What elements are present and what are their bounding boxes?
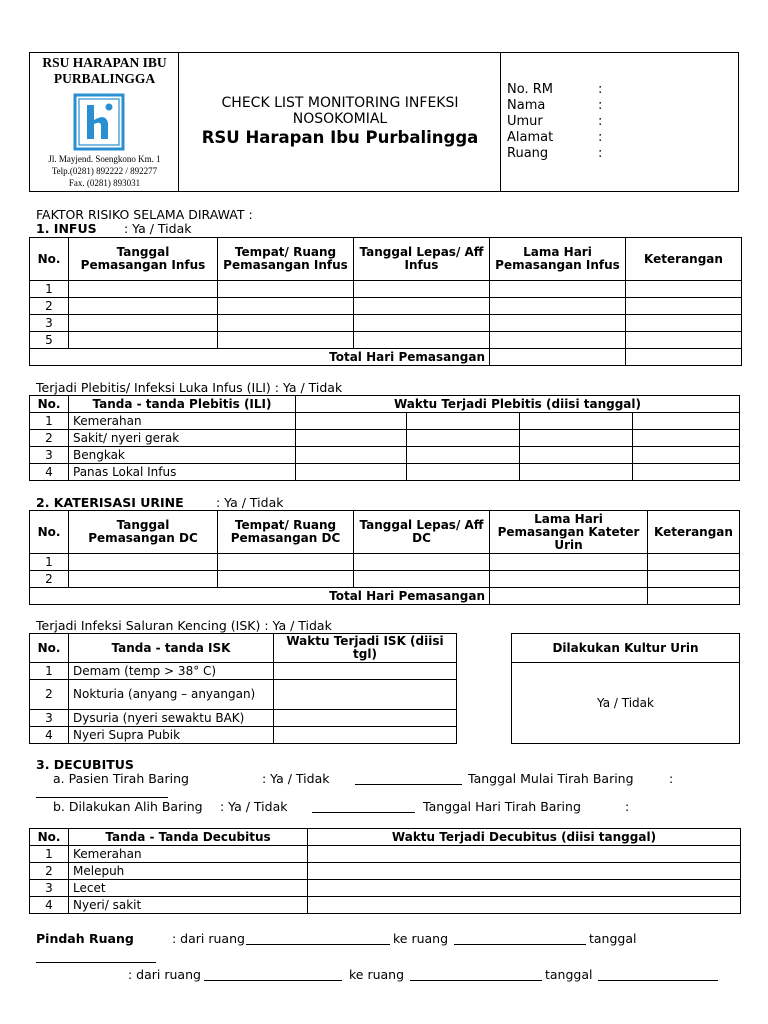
table-cell[interactable] [296, 430, 407, 447]
decubitus-a-blank[interactable] [355, 773, 462, 785]
ili-question[interactable]: Terjadi Plebitis/ Infeksi Luka Infus (ILI) : Ya / Tidak [36, 380, 343, 395]
table-row [30, 663, 457, 680]
row-number: 4 [30, 464, 69, 481]
table-cell[interactable] [274, 663, 457, 680]
table-cell[interactable] [308, 863, 741, 880]
field-colon: : [598, 98, 603, 113]
hospital-name [30, 55, 179, 87]
kateter-label: 2. KATERISASI URINE [36, 495, 184, 510]
hospital-name-line2: PURBALINGGA [53, 71, 156, 86]
table-cell[interactable] [490, 281, 626, 298]
sign-label: Bengkak [69, 447, 296, 464]
form-header [29, 52, 739, 192]
table-cell[interactable] [407, 447, 520, 464]
col-header: Tempat/ Ruang Pemasangan Infus [218, 238, 354, 281]
decubitus-b-date-label: Tanggal Hari Tirah Baring [423, 799, 581, 814]
table-cell[interactable] [354, 332, 490, 349]
pindah-date-blank-1[interactable] [36, 951, 156, 963]
patient-field-umur[interactable] [507, 114, 603, 129]
table-row [30, 880, 741, 897]
sign-label: Kemerahan [69, 846, 308, 863]
table-header-row [30, 511, 740, 554]
table-cell[interactable] [354, 571, 490, 588]
table-row [30, 710, 457, 727]
table-cell[interactable] [218, 571, 354, 588]
table-cell[interactable] [648, 588, 740, 605]
table-cell[interactable] [633, 464, 740, 481]
total-row [30, 588, 740, 605]
table-row [30, 298, 742, 315]
table-cell[interactable] [308, 880, 741, 897]
table-cell[interactable] [274, 710, 457, 727]
table-cell[interactable] [69, 298, 218, 315]
row-number: 1 [30, 554, 69, 571]
row-number: 2 [30, 680, 69, 710]
row-number: 2 [30, 298, 69, 315]
patient-field-ruang[interactable] [507, 146, 603, 161]
sign-label: Nyeri Supra Pubik [69, 727, 274, 744]
field-colon: : [598, 130, 603, 145]
table-cell[interactable] [218, 298, 354, 315]
table-header-row [30, 238, 742, 281]
pindah-to-blank-1[interactable] [454, 933, 586, 945]
table-cell[interactable] [490, 571, 648, 588]
table-row [30, 430, 740, 447]
row-number: 1 [30, 413, 69, 430]
table-cell[interactable] [354, 315, 490, 332]
col-header: Waktu Terjadi Plebitis (diisi tanggal) [296, 396, 740, 413]
form-title-line1: CHECK LIST MONITORING INFEKSI [221, 95, 459, 111]
pindah-to-1: ke ruang [393, 931, 449, 946]
table-cell[interactable] [520, 447, 633, 464]
table-cell[interactable] [490, 554, 648, 571]
table-row [30, 727, 457, 744]
total-label: Total Hari Pemasangan [30, 588, 490, 605]
hospital-logo-icon [73, 93, 125, 151]
total-label: Total Hari Pemasangan [30, 349, 490, 366]
infus-table [29, 237, 742, 366]
col-header: Tanggal Pemasangan Infus [69, 238, 218, 281]
col-header: Keterangan [648, 511, 740, 554]
row-number: 1 [30, 846, 69, 863]
hospital-fax: Fax. (0281) 893031 [68, 178, 141, 188]
sign-label: Lecet [69, 880, 308, 897]
table-cell[interactable] [490, 315, 626, 332]
table-cell[interactable] [274, 727, 457, 744]
table-cell[interactable] [308, 846, 741, 863]
field-colon: : [598, 82, 603, 97]
sign-label: Panas Lokal Infus [69, 464, 296, 481]
table-cell[interactable] [490, 332, 626, 349]
pindah-date-blank-2[interactable] [598, 969, 718, 981]
table-cell[interactable] [520, 464, 633, 481]
pindah-from-blank-2[interactable] [204, 969, 342, 981]
table-cell[interactable] [626, 349, 742, 366]
patient-field-nama[interactable] [507, 98, 603, 113]
table-header-row [30, 634, 457, 663]
row-number: 2 [30, 430, 69, 447]
kultur-choice[interactable]: Ya / Tidak [512, 663, 740, 744]
table-cell[interactable] [354, 281, 490, 298]
hospital-block [30, 53, 179, 191]
decubitus-b-choice[interactable]: : Ya / Tidak [220, 799, 288, 814]
field-label: Alamat [507, 130, 554, 145]
sign-label: Sakit/ nyeri gerak [69, 430, 296, 447]
row-number: 3 [30, 315, 69, 332]
table-cell[interactable] [274, 680, 457, 710]
table-row [30, 863, 741, 880]
decubitus-a-date-label: Tanggal Mulai Tirah Baring [468, 771, 634, 786]
table-cell[interactable] [296, 447, 407, 464]
table-row [30, 413, 740, 430]
isk-question[interactable]: Terjadi Infeksi Saluran Kencing (ISK) : Ya / Tidak [36, 618, 332, 633]
table-cell[interactable] [308, 897, 741, 914]
decubitus-a-date-blank[interactable] [36, 786, 168, 798]
kultur-urin-box [511, 633, 740, 744]
ili-table [29, 395, 740, 481]
row-number: 3 [30, 447, 69, 464]
total-cell[interactable] [490, 349, 626, 366]
table-cell[interactable] [69, 554, 218, 571]
sign-label: Demam (temp > 38° C) [69, 663, 274, 680]
row-number: 1 [30, 663, 69, 680]
col-header: Lama Hari Pemasangan Kateter Urin [490, 511, 648, 554]
table-cell[interactable] [626, 315, 742, 332]
table-cell[interactable] [626, 332, 742, 349]
table-cell[interactable] [296, 464, 407, 481]
infus-choice[interactable]: : Ya / Tidak [124, 221, 192, 236]
table-cell[interactable] [520, 430, 633, 447]
table-cell[interactable] [626, 281, 742, 298]
col-header: No. [30, 634, 69, 663]
col-header: No. [30, 829, 69, 846]
table-cell[interactable] [407, 464, 520, 481]
decubitus-line-b: b. Dilakukan Alih Baring [53, 799, 203, 814]
col-header: Waktu Terjadi Decubitus (diisi tanggal) [308, 829, 741, 846]
pindah-to-blank-2[interactable] [410, 969, 542, 981]
col-header: Keterangan [626, 238, 742, 281]
field-colon: : [598, 114, 603, 129]
kateter-choice[interactable]: : Ya / Tidak [216, 495, 284, 510]
table-cell[interactable] [69, 281, 218, 298]
isk-table [29, 633, 457, 744]
decubitus-label: 3. DECUBITUS [36, 757, 134, 772]
col-header: Tanggal Pemasangan DC [69, 511, 218, 554]
col-header: Tanggal Lepas/ Aff Infus [354, 238, 490, 281]
total-row [30, 349, 742, 366]
row-number: 2 [30, 863, 69, 880]
form-title-line2: NOSOKOMIAL [292, 111, 388, 127]
pindah-to-2: ke ruang [349, 967, 405, 982]
table-cell[interactable] [218, 554, 354, 571]
table-row [30, 897, 741, 914]
pindah-date-1: tanggal [589, 931, 637, 946]
table-cell[interactable] [520, 413, 633, 430]
row-number: 3 [30, 880, 69, 897]
table-row [30, 332, 742, 349]
table-cell[interactable] [218, 315, 354, 332]
decubitus-line-a: a. Pasien Tirah Baring [53, 771, 189, 786]
table-row [30, 447, 740, 464]
form-title [179, 95, 501, 127]
col-header: Waktu Terjadi ISK (diisi tgl) [274, 634, 457, 663]
table-cell[interactable] [633, 413, 740, 430]
table-row [30, 554, 740, 571]
table-cell[interactable] [354, 554, 490, 571]
form-title-hospital: RSU Harapan Ibu Purbalingga [201, 128, 479, 147]
table-cell[interactable] [69, 571, 218, 588]
col-header: Tempat/ Ruang Pemasangan DC [218, 511, 354, 554]
kultur-title: Dilakukan Kultur Urin [512, 634, 740, 663]
table-cell[interactable] [626, 298, 742, 315]
field-label: No. RM [507, 82, 553, 97]
table-header-row [30, 829, 741, 846]
row-number: 2 [30, 571, 69, 588]
total-cell[interactable] [490, 588, 648, 605]
col-header: Tanda - tanda ISK [69, 634, 274, 663]
sign-label: Nyeri/ sakit [69, 897, 308, 914]
table-row [30, 281, 742, 298]
kateter-table [29, 510, 740, 605]
patient-field-alamat[interactable] [507, 130, 603, 145]
field-colon: : [598, 146, 603, 161]
table-row [30, 680, 457, 710]
decubitus-b-blank[interactable] [312, 801, 415, 813]
col-header: No. [30, 511, 69, 554]
decubitus-table [29, 828, 741, 914]
col-header: Tanda - Tanda Decubitus [69, 829, 308, 846]
field-label: Nama [507, 98, 546, 113]
col-header: Tanggal Lepas/ Aff DC [354, 511, 490, 554]
decubitus-a-colon: : [669, 771, 674, 786]
table-row [30, 846, 741, 863]
table-header-row [30, 396, 740, 413]
table-row [30, 571, 740, 588]
table-cell[interactable] [354, 298, 490, 315]
table-cell[interactable] [218, 332, 354, 349]
table-cell[interactable] [633, 430, 740, 447]
row-number: 3 [30, 710, 69, 727]
table-cell[interactable] [633, 447, 740, 464]
table-cell[interactable] [407, 430, 520, 447]
col-header: Lama Hari Pemasangan Infus [490, 238, 626, 281]
col-header: No. [30, 396, 69, 413]
table-cell[interactable] [407, 413, 520, 430]
pindah-label: Pindah Ruang [36, 931, 134, 946]
sign-label: Kemerahan [69, 413, 296, 430]
table-cell[interactable] [69, 332, 218, 349]
col-header: Tanda - tanda Plebitis (ILI) [69, 396, 296, 413]
table-cell[interactable] [490, 298, 626, 315]
infus-label: 1. INFUS [36, 221, 97, 236]
hospital-name-line1: RSU HARAPAN IBU [42, 55, 167, 70]
patient-info-block [501, 53, 738, 191]
field-label: Ruang [507, 146, 549, 161]
table-cell[interactable] [69, 315, 218, 332]
pindah-from-1: : dari ruang [172, 931, 245, 946]
table-cell[interactable] [218, 281, 354, 298]
sign-label: Melepuh [69, 863, 308, 880]
row-number: 5 [30, 332, 69, 349]
table-cell[interactable] [648, 554, 740, 571]
table-cell[interactable] [648, 571, 740, 588]
decubitus-a-choice[interactable]: : Ya / Tidak [262, 771, 330, 786]
table-row [30, 315, 742, 332]
col-header: No. [30, 238, 69, 281]
table-cell[interactable] [296, 413, 407, 430]
sign-label: Nokturia (anyang – anyangan) [69, 680, 274, 710]
row-number: 4 [30, 897, 69, 914]
title-block [179, 53, 501, 191]
pindah-date-2: tanggal [545, 967, 593, 982]
pindah-from-2: : dari ruang [128, 967, 201, 982]
sign-label: Dysuria (nyeri sewaktu BAK) [69, 710, 274, 727]
table-row [30, 464, 740, 481]
row-number: 1 [30, 281, 69, 298]
pindah-from-blank-1[interactable] [246, 933, 390, 945]
hospital-phone: Telp.(0281) 892222 / 892277 [51, 166, 158, 176]
section-title: FAKTOR RISIKO SELAMA DIRAWAT : [36, 207, 253, 222]
hospital-address: Jl. Mayjend. Soengkono Km. 1 [48, 154, 161, 164]
decubitus-b-colon: : [625, 799, 630, 814]
row-number: 4 [30, 727, 69, 744]
patient-field-rm[interactable] [507, 82, 603, 97]
field-label: Umur [507, 114, 543, 129]
